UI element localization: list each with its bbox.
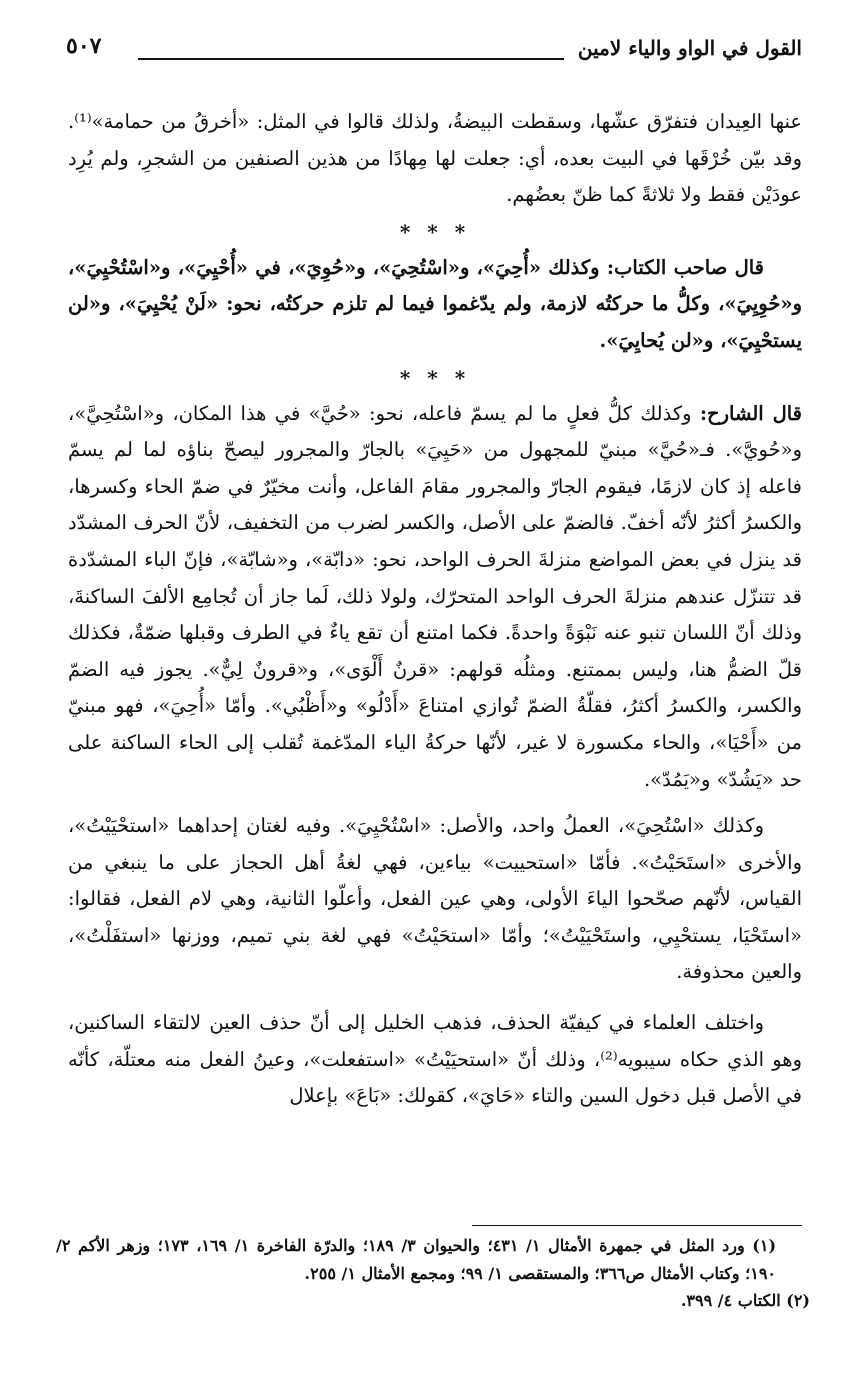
footnote-2: (٢) الكتاب ٤/ ٣٩٩. bbox=[680, 1291, 810, 1310]
spacer bbox=[68, 991, 802, 1005]
page-number: ٥٠٧ bbox=[66, 33, 102, 59]
main-text bbox=[68, 104, 802, 1115]
header-title: القول في الواو والياء لامين bbox=[577, 36, 802, 60]
section-separator-1: * * * bbox=[399, 219, 471, 244]
paragraph-1: عنها العِيدان فتفرّق عشّها، وسقطت البيضةُ، ولذلك قالوا في المثل: «أخرقُ من حمامة»⁽¹⁾. وقد بيّن خُرْقَها في البيت بعده، أي: جعلت لها مِهادًا من هذين الصنفين من الشجرِ، ولم يُرِد عودَيْن فقط ولا ثلاثةً كما ظنّ بعضُهم. bbox=[68, 110, 802, 207]
paragraph-commentary bbox=[68, 396, 802, 799]
footnotes bbox=[56, 1232, 810, 1315]
paragraph-5: واختلف العلماء في كيفيّة الحذف، فذهب الخليل إلى أنّ حذف العين لالتقاء الساكنين، وهو الذي حكاه سيبويه⁽²⁾، وذلك أنّ «استحيَيْتُ» «استفعلت»، وعينُ الفعل منه معتلّة، كأنّه في الأصل قبل دخول السين والتاء «حَايَ»، كقولك: «بَاعَ» بإعلال bbox=[68, 1011, 802, 1108]
header-rule bbox=[138, 58, 564, 60]
footnote-1: (١) ورد المثل في جمهرة الأمثال ١/ ٤٣١؛ والحيوان ٣/ ١٨٩؛ والدرّة الفاخرة ١/ ١٦٩، ١٧٣؛ وزهر الأكم ٢/ ١٩٠؛ وكتاب الأمثال ص٣٦٦؛ والمستقصى ١/ ٩٩؛ ومجمع الأمثال ١/ ٢٥٥. bbox=[56, 1236, 777, 1283]
paragraph-author-text: قال صاحب الكتاب: وكذلك «أُحِيَ»، و«اسْتُحِيَ»، و«حُوِيَ»، في «أُحْيِيَ»، و«اسْتُحْيِيَ»، و«حُوِيِيَ»، وكلُّ ما حركتُه لازمة، ولم يدّغموا فيما لم تلزم حركتُه، نحو: «لَنْ يُحْيِيَ»، و«لن يستحْيِيَ»، و«لن يُحايِيَ». bbox=[68, 255, 802, 352]
commentary-text: وكذلك كلُّ فعلٍ ما لم يسمّ فاعله، نحو: «حُيَّ» في هذا المكان، و«اسْتُحِيَّ»، و«حُويَّ». فـ«حُيَّ» مبنيّ للمجهول من «حَيِيَ» بالجارّ والمجرور ليصحّ بناؤه لما لم يسمّ فاعله إذ كان لازمًا، فيقوم الجارّ والمجرور مقامَ الفاعل، وأنت مخيّرٌ في ضمّ الحاء وكسرها، والكسرُ أكثرُ لأنّه أخفّ. فالضمّ على الأصل، والكسر لضرب من التخفيف، لأنّ الحرف المشدّد قد ينزل في بعض المواضع منزلةَ الحرف الواحد، نحو: «دابّة»، و«شابّة»، فإنّ الباء المشدّدة قد تتنزّل عندهم منزلةَ الحرف الواحد المتحرّك، ولولا ذلك، لَما جاز أن تُجامِع الألفَ الساكنةَ، وذلك أنّ اللسان تنبو عنه نَبْوَةً واحدةً. فكما امتنع أن تقع ياءٌ في الطرف وقبلها ضمّةٌ، فكذلك قلّ الضمُّ هنا، وليس بممتنع. ومثلُه قولهم: «قرنٌ أَلْوَى»، و«قرونٌ لِيٌّ». يجوز فيه الضمّ والكسر، والكسرُ أكثرُ، فقلّةُ الضمّ تُوازي امتناعَ «أَدْلُو» و«أَظْبُي». وأمّا «أُحِيَ»، فهو مبنيّ من «أَحْيَا»، والحاء مكسورة لا غير، لأنّها حركةُ الياء المدّغمة تُقلب إلى الحاء الساكنة على حد «يَشُدّ» و«يَمُدّ». bbox=[68, 401, 802, 791]
paragraph-4: وكذلك «اسْتُحِيَ»، العملُ واحد، والأصل: «اسْتُحْيِيَ». وفيه لغتان إحداهما «استحْيَيْتُ»، والأخرى «استَحَيْتُ». فأمّا «استحييت» بياءين، فهي لغةُ أهل الحجاز على ما ينبغي من القياس، لأنّهم صحّحوا الياءَ الأولى، وهي عين الفعل، وأعلّوا الثانية، وهي لام الفعل، فقالوا: «استَحْيَا، يستحْيِي، واستَحْيَيْتُ»؛ وأمّا «استحَيْتُ» فهي لغة بني تميم، ووزنها «استفَلْتُ»، والعين محذوفة. bbox=[68, 814, 802, 984]
running-header bbox=[66, 30, 802, 70]
footnote-rule bbox=[472, 1225, 802, 1226]
section-separator-2: * * * bbox=[399, 365, 471, 390]
spacer bbox=[68, 798, 802, 808]
commentator-label: قال الشارح: bbox=[699, 401, 802, 425]
